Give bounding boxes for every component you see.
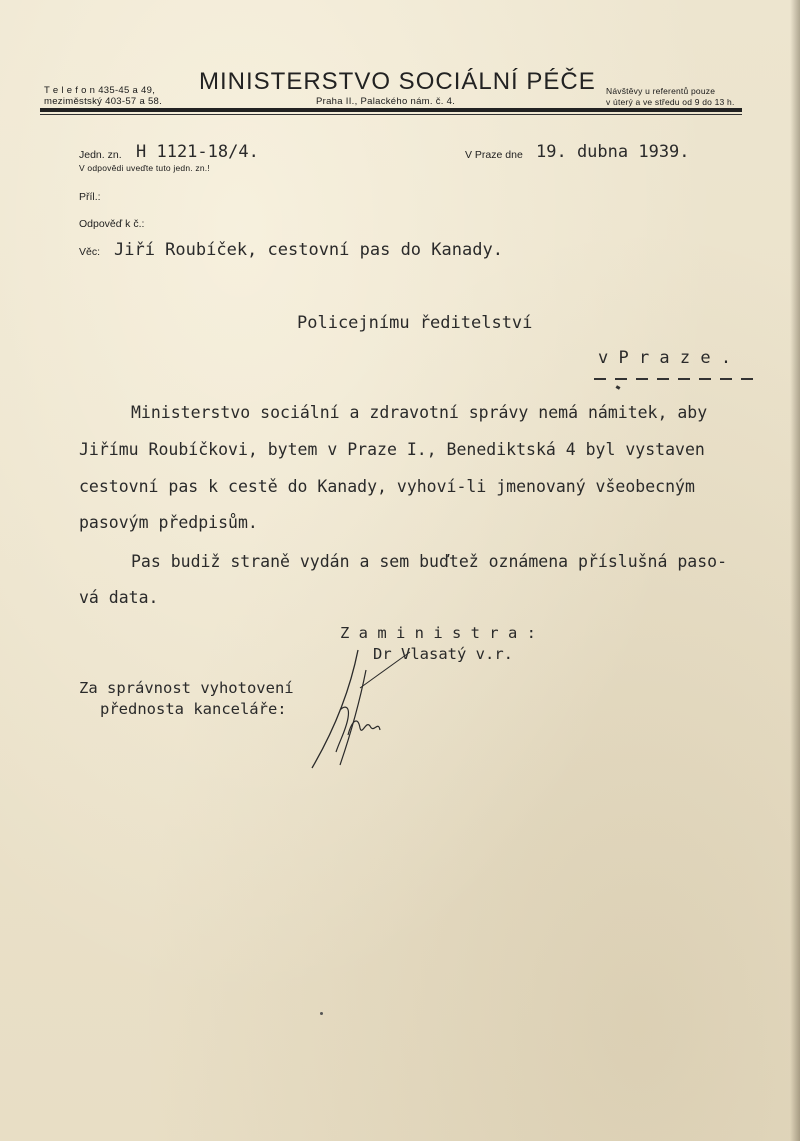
reference-label: Jedn. zn. [79,149,122,161]
addressee-underline-dash [741,378,753,380]
signatory-name: Dr Vlasatý v.r. [373,645,513,663]
date-label: V Praze dne [465,149,523,161]
body-line-5: Pas budiž straně vydán a sem buďtež oznámena příslušná paso- [131,552,728,571]
addressee-underline-dash [615,378,627,380]
body-line-4: pasovým předpisům. [79,513,258,532]
body-line-1: Ministerstvo sociální a zdravotní správy nemá námitek, aby [131,403,708,422]
addressee-underline-dash [699,378,711,380]
attachments-label: Příl.: [79,191,101,203]
phone-line-1: T e l e f o n 435-45 a 49, [44,85,156,96]
subject-text: Jiří Roubíček, cestovní pas do Kanady. [114,240,503,260]
page-edge-shadow [790,0,800,1141]
addressee-underline-dash [636,378,648,380]
subject-label: Věc: [79,246,101,258]
letterhead-rule-thick [40,108,742,112]
addressee-underline-dash [720,378,732,380]
handwritten-signature [300,640,440,780]
reply-reference-label: Odpověď k č.: [79,218,145,230]
ministry-address: Praha II., Palackého nám. č. 4. [316,96,456,107]
reference-number: H 1121-18/4. [136,142,259,162]
addressee-underline-dash [657,378,669,380]
addressee-underline-dash [678,378,690,380]
phone-line-2: meziměstský 403-57 a 58. [44,96,163,107]
letterhead-rule-thin [40,114,742,115]
body-line-6: vá data. [79,588,159,607]
body-line-2: Jiřímu Roubíčkovi, bytem v Praze I., Benediktská 4 byl vystaven [79,440,705,459]
addressee-line-1: Policejnímu ředitelství [297,313,533,333]
on-behalf-of-minister: Z a m i n i s t r a : [340,624,536,642]
certification-line-2: přednosta kanceláře: [100,700,287,718]
ink-speck [320,1012,323,1015]
reference-note: V odpovědi uveďte tuto jedn. zn.! [79,163,210,173]
visiting-hours-line-1: Návštěvy u referentů pouze [606,86,716,96]
visiting-hours-line-2: v úterý a ve středu od 9 do 13 h. [606,97,735,107]
addressee-line-2: v P r a z e . [598,348,732,368]
letter-date: 19. dubna 1939. [536,142,690,162]
addressee-underline-dash [594,378,606,380]
ink-speck [616,385,621,390]
certification-line-1: Za správnost vyhotovení [79,679,294,697]
ministry-title: MINISTERSTVO SOCIÁLNÍ PÉČE [199,68,596,95]
body-line-3: cestovní pas k cestě do Kanady, vyhoví-li jmenovaný všeobecným [79,477,695,496]
